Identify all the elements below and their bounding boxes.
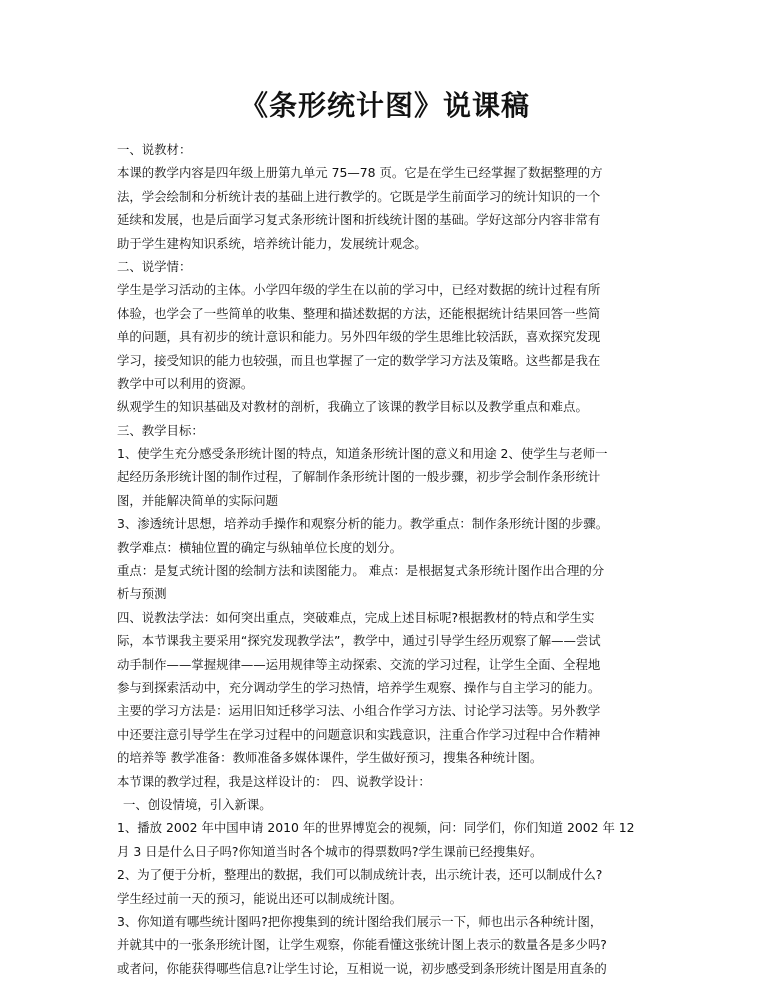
paragraph-line: 际，本节课我主要采用“探究发现教学法”，教学中，通过引导学生经历观察了解——尝试 xyxy=(117,633,601,649)
paragraph-line: 一、说教材： xyxy=(117,142,192,157)
paragraph-line: 1、使学生充分感受条形统计图的特点，知道条形统计图的意义和用途 2、使学生与老师一 xyxy=(117,446,608,462)
paragraph-line: 学生是学习活动的主体。小学四年级的学生在以前的学习中，已经对数据的统计过程有所 xyxy=(117,282,601,298)
document-title: 《条形统计图》说课稿 xyxy=(239,89,530,122)
paragraph-line: 1、播放 2002 年中国申请 2010 年的世界博览会的视频，问：同学们，你们知道 2002 年 12 xyxy=(117,820,635,836)
paragraph-line: 三、教学目标： xyxy=(117,422,204,438)
paragraph-line: 月 3 日是什么日子吗?你知道当时各个城市的得票数吗?学生课前已经搜集好。 xyxy=(117,843,543,859)
paragraph-line: 动手制作——掌握规律——运用规律等主动探索、交流的学习过程，让学生全面、全程地 xyxy=(117,656,601,672)
paragraph-line: 教学难点：横轴位置的确定与纵轴单位长度的划分。 xyxy=(117,539,402,555)
paragraph-line: 3、你知道有哪些统计图吗?把你搜集到的统计图给我们展示一下，师也出示各种统计图， xyxy=(117,913,603,929)
paragraph-line: 学习，接受知识的能力也较强，而且也掌握了一定的数学学习方法及策略。这些都是我在 xyxy=(117,352,601,368)
paragraph-line: 图，并能解决简单的实际问题 xyxy=(117,492,279,508)
paragraph-line: 四、说教法学法：如何突出重点，突破难点，完成上述目标呢?根据教材的特点和学生实 xyxy=(117,609,595,625)
paragraph-line: 教学中可以利用的资源。 xyxy=(117,375,254,391)
paragraph-line: 析与预测 xyxy=(117,586,167,602)
paragraph-line: 起经历条形统计图的制作过程，了解制作条形统计图的一般步骤，初步学会制作条形统计 xyxy=(117,469,601,485)
paragraph-line: 二、说学情： xyxy=(117,258,192,274)
paragraph-line: 本课的教学内容是四年级上册第九单元 75—78 页。它是在学生已经掌握了数据整理的方 xyxy=(117,165,603,181)
paragraph-line: 并就其中的一张条形统计图，让学生观察，你能看懂这张统计图上表示的数量各是多少吗? xyxy=(117,937,607,953)
paragraph-line: 重点：是复式统计图的绘制方法和读图能力。 难点：是根据复式条形统计图作出合理的分 xyxy=(117,563,605,579)
paragraph-line: 一、创设情境，引入新课。 xyxy=(123,796,272,812)
paragraph-line: 助于学生建构知识系统，培养统计能力，发展统计观念。 xyxy=(117,235,427,251)
paragraph-line: 或者问，你能获得哪些信息?让学生讨论，互相说一说，初步感受到条形统计图是用直条的 xyxy=(117,960,607,976)
paragraph-line: 本节课的教学过程，我是这样设计的： 四、说教学设计： xyxy=(117,773,431,789)
paragraph-line: 3、渗透统计思想，培养动手操作和观察分析的能力。教学重点：制作条形统计图的步骤。 xyxy=(117,516,609,532)
paragraph-line: 的培养等 教学准备：教师准备多媒体课件，学生做好预习，搜集各种统计图。 xyxy=(117,750,543,766)
paragraph-line: 体验，也学会了一些简单的收集、整理和描述数据的方法，还能根据统计结果回答一些简 xyxy=(117,305,601,321)
paragraph-line: 2、为了便于分析，整理出的数据，我们可以制成统计表，出示统计表，还可以制成什么? xyxy=(117,867,603,883)
paragraph-line: 学生经过前一天的预习，能说出还可以制成统计图。 xyxy=(117,890,402,906)
paragraph-line: 参与到探索活动中，充分调动学生的学习热情，培养学生观察、操作与自主学习的能力。 xyxy=(117,679,601,695)
paragraph-line: 主要的学习方法是：运用旧知迁移学习法、小组合作学习方法、讨论学习法等。另外教学 xyxy=(117,703,601,719)
paragraph-line: 延续和发展，也是后面学习复式条形统计图和折线统计图的基础。学好这部分内容非常有 xyxy=(117,212,601,228)
paragraph-line: 法，学会绘制和分析统计表的基础上进行教学的。它既是学生前面学习的统计知识的一个 xyxy=(117,188,601,204)
paragraph-line: 单的问题，具有初步的统计意识和能力。另外四年级的学生思维比较活跃，喜欢探究发现 xyxy=(117,329,601,345)
paragraph-line: 纵观学生的知识基础及对教材的剖析，我确立了该课的教学目标以及教学重点和难点。 xyxy=(117,399,588,415)
paragraph-line: 中还要注意引导学生在学习过程中的问题意识和实践意识，注重合作学习过程中合作精神 xyxy=(117,726,601,742)
document-body xyxy=(117,138,657,980)
